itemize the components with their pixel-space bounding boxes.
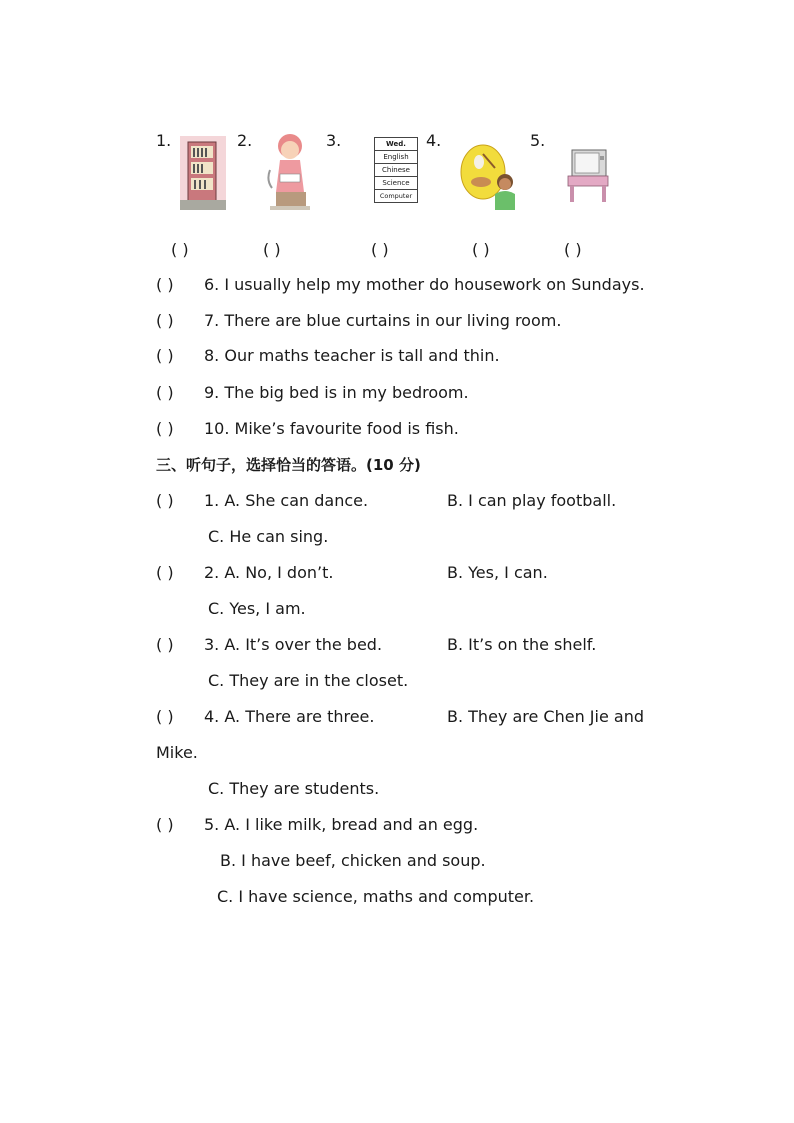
q1-option-b: B. I can play football. xyxy=(447,491,617,510)
q5-option-b: B. I have beef, chicken and soup. xyxy=(220,851,486,870)
picture-number-4: 4. xyxy=(426,131,442,150)
answer-blank-10[interactable]: ( ) xyxy=(156,419,174,438)
picture-number-3: 3. xyxy=(326,131,342,150)
picture-number-5: 5. xyxy=(530,131,546,150)
picture-number-1: 1. xyxy=(156,131,172,150)
q4-option-c: C. They are students. xyxy=(208,779,380,798)
q3-option-c: C. They are in the closet. xyxy=(208,671,409,690)
tv-illustration xyxy=(564,148,612,204)
timetable-subject: English xyxy=(375,151,417,164)
q2-option-c: C. Yes, I am. xyxy=(208,599,306,618)
q3-option-a: 3. A. It’s over the bed. xyxy=(204,635,383,654)
picture-answer-blank-5[interactable]: ( ) xyxy=(564,240,582,259)
timetable-subject: Science xyxy=(375,177,417,190)
answer-blank-q2[interactable]: ( ) xyxy=(156,563,174,582)
judge-item-8: 8. Our maths teacher is tall and thin. xyxy=(204,346,500,365)
q4-option-b: B. They are Chen Jie and xyxy=(447,707,644,726)
timetable-day: Wed. xyxy=(375,138,417,151)
judge-item-6: 6. I usually help my mother do housework on Sundays. xyxy=(204,275,645,294)
section-title: 三、听句子，选择恰当的答语。(10 分) xyxy=(156,456,421,474)
judge-item-10: 10. Mike’s favourite food is fish. xyxy=(204,419,459,438)
q5-option-c: C. I have science, maths and computer. xyxy=(217,887,535,906)
girl-illustration xyxy=(266,130,316,212)
answer-blank-q5[interactable]: ( ) xyxy=(156,815,174,834)
judge-item-9: 9. The big bed is in my bedroom. xyxy=(204,383,469,402)
timetable-subject: Computer xyxy=(379,192,413,200)
q4-option-b-continued: Mike. xyxy=(156,743,198,762)
answer-blank-9[interactable]: ( ) xyxy=(156,383,174,402)
timetable-subject: Chinese xyxy=(375,164,417,177)
picture-answer-blank-1[interactable]: ( ) xyxy=(171,240,189,259)
picture-answer-blank-3[interactable]: ( ) xyxy=(371,240,389,259)
answer-blank-7[interactable]: ( ) xyxy=(156,311,174,330)
q1-option-c: C. He can sing. xyxy=(208,527,329,546)
q5-option-a: 5. A. I like milk, bread and an egg. xyxy=(204,815,479,834)
q1-option-a: 1. A. She can dance. xyxy=(204,491,369,510)
q4-option-a: 4. A. There are three. xyxy=(204,707,375,726)
q2-option-b: B. Yes, I can. xyxy=(447,563,548,582)
judge-item-7: 7. There are blue curtains in our living room. xyxy=(204,311,562,330)
timetable-illustration xyxy=(374,137,418,203)
picture-answer-blank-2[interactable]: ( ) xyxy=(263,240,281,259)
picture-number-2: 2. xyxy=(237,131,253,150)
q2-option-a: 2. A. No, I don’t. xyxy=(204,563,334,582)
picture-answer-blank-4[interactable]: ( ) xyxy=(472,240,490,259)
bookshelf-illustration xyxy=(180,136,226,210)
q3-option-b: B. It’s on the shelf. xyxy=(447,635,597,654)
answer-blank-8[interactable]: ( ) xyxy=(156,346,174,365)
answer-blank-q1[interactable]: ( ) xyxy=(156,491,174,510)
answer-blank-q4[interactable]: ( ) xyxy=(156,707,174,726)
answer-blank-6[interactable]: ( ) xyxy=(156,275,174,294)
answer-blank-q3[interactable]: ( ) xyxy=(156,635,174,654)
food-thought-illustration xyxy=(459,142,519,212)
